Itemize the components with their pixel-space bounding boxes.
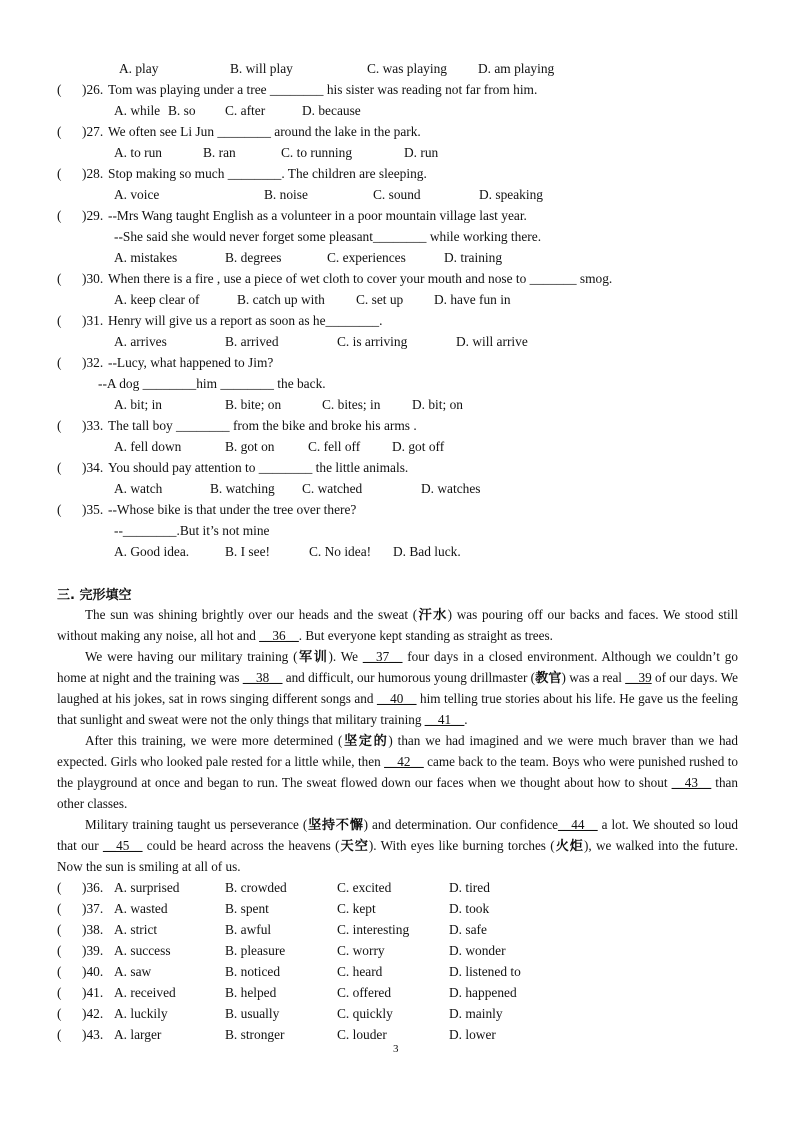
- question-number: )28.: [82, 166, 104, 181]
- q25-option-b: B. will play: [230, 61, 293, 76]
- question-number: )27.: [82, 124, 104, 139]
- option-d: D. speaking: [479, 187, 543, 202]
- question-stem: --Whose bike is that under the tree over there?: [108, 502, 357, 517]
- blank-41: __41__: [424, 712, 465, 727]
- option-a: A. mistakes: [114, 250, 178, 265]
- q25-option-d: D. am playing: [478, 61, 555, 76]
- blank-43: __43__: [671, 775, 712, 790]
- question-stem-reply: --A dog ________him ________ the back.: [98, 376, 326, 391]
- question-number: )29.: [82, 208, 104, 223]
- option-d: D. Bad luck.: [393, 544, 461, 559]
- question-number: )31.: [82, 313, 104, 328]
- section-heading-cloze: 三. 完形填空: [57, 588, 132, 603]
- blank-44: __44__: [558, 817, 598, 832]
- option-a: A. watch: [114, 481, 163, 496]
- option-a: A. keep clear of: [114, 292, 200, 307]
- answer-bracket: (: [57, 355, 62, 370]
- question-stem-reply: --________.But it’s not mine: [114, 523, 270, 538]
- answer-bracket: (: [57, 166, 62, 181]
- blank-37: __37__: [362, 649, 403, 664]
- page-number: 3: [393, 1043, 399, 1055]
- blank-38: __38__: [242, 670, 283, 685]
- option-d: D. have fun in: [434, 292, 511, 307]
- option-c: C. after: [225, 103, 266, 118]
- option-b: B. ran: [203, 145, 236, 160]
- option-a: A. while: [114, 103, 161, 118]
- option-a: A. bit; in: [114, 397, 162, 412]
- question-stem: Tom was playing under a tree ________ his sister was reading not far from him.: [108, 82, 538, 97]
- option-d: D. bit; on: [412, 397, 463, 412]
- option-d: D. will arrive: [456, 334, 528, 349]
- question-number: )35.: [82, 502, 104, 517]
- question-stem: When there is a fire , use a piece of wet cloth to cover your mouth and nose to _______ smog.: [108, 271, 613, 286]
- option-a: A. fell down: [114, 439, 182, 454]
- option-b: B. catch up with: [237, 292, 325, 307]
- question-stem-reply: --She said she would never forget some pleasant________ while working there.: [114, 229, 542, 244]
- option-c: C. bites; in: [322, 397, 381, 412]
- option-c: C. set up: [356, 292, 404, 307]
- option-a: A. voice: [114, 187, 160, 202]
- option-a: A. arrives: [114, 334, 167, 349]
- option-b: B. got on: [225, 439, 275, 454]
- question-stem: The tall boy ________ from the bike and broke his arms .: [108, 418, 417, 433]
- question-number: )32.: [82, 355, 104, 370]
- passage-paragraph-1: The sun was shining brightly over our heads and the sweat (汗水) was pouring off our backs and faces. We stood still without making any noise, all hot and __36__. But everyone kept standing as straight as trees.: [57, 607, 739, 643]
- question-stem: Stop making so much ________. The children are sleeping.: [108, 166, 427, 181]
- passage-paragraph-2: We were having our military training (军训). We __37__ four days in a closed environment. Although we couldn’t go home at night and the training was __38__ and difficult, our humorous young drillmaster (教官) was a real __39 of our days. We laughed at his jokes, sat in rows singing different songs and __40__ him telling true stories about his life. He gave us the feeling that sunlight and sweat were not the only things that military training __41__.: [57, 649, 738, 727]
- question-number: )33.: [82, 418, 104, 433]
- option-d: D. watches: [421, 481, 481, 496]
- passage-paragraph-4: Military training taught us perseverance (坚持不懈) and determination. Our confidence__44__ a lot. We shouted so loud that our __45__ could be heard across the heavens (天空). With eyes like burning torches (火炬), we walked into the future. Now the sun is smiling at all of us.: [57, 817, 738, 874]
- option-c: C. watched: [302, 481, 363, 496]
- option-b: B. watching: [210, 481, 275, 496]
- blank-39: __39: [625, 670, 652, 685]
- question-stem: Henry will give us a report as soon as he________.: [108, 313, 383, 328]
- option-b: B. I see!: [225, 544, 270, 559]
- option-b: B. arrived: [225, 334, 279, 349]
- passage-paragraph-3: After this training, we were more determined (坚定的) than we had imagined and we were much braver than we had expected. Girls who looked pale rested for a little while, then __42__ came back to the team. Boys who were punished rushed to the playground at once and began to run. The sweat flowed down our faces when we thought about how to shout __43__ than other classes.: [57, 733, 738, 811]
- option-b: B. bite; on: [225, 397, 282, 412]
- option-a: A. to run: [114, 145, 162, 160]
- option-d: D. run: [404, 145, 439, 160]
- exam-page: A. play B. will play C. was playing D. am playing ( )26. Tom was playing under a tree ________ his sister was reading not far from him. A. while B. so C. after D. because ( )27. We often see Li Jun ________ around the lake in the park. A. to run B. ran C. to running D. run ( )28. Stop making so much ________. The children are sleeping. A. voice B. noise C. sound D. speaking ( )29. --Mrs Wang taught English as a volunteer in a poor mountain village last year. --She said she would never forget some pleasant________ while working there. A. mistakes B. degrees C. experiences D. training ( )30. When there is a fire , use a piece of wet cloth to cover your mouth and nose to _______ smog. A. keep clear of B. catch up with C. set up D. have fun in ( )31. Henry will give us a report as soon as he________. A. arrives B. arrived C. is arriving D. will arrive ( )32. --Lucy, what happened to Jim? --A dog ________him ________ the back. A. bit; in B. bite; on C. bites; in D. bit; on ( )33. The tall boy ________ from the bike and broke his arms . A. fell down B. got on C. fell off D. got off ( )34. You should pay attention to ________ the little animals. A. watch B. watching C. watched D. watches ( )35. --Whose bike is that under the tree over there? --________.But it’s not mine A. Good idea. B. I see! C. No idea! D. Bad luck. 三. 完形填空 The sun was shining brightly over our heads and the sweat (汗水) was pouring off our backs and faces. We stood still without making any noise, all hot and __36__. But everyone kept standing as straight as trees. We were having our military training (军训). We __37__ four days in a closed environment. Although we couldn’t go home at night and the training was __38__ and difficult, our humorous young drillmaster (教官) was a real __39 of our days. We laughed at his jokes, sat in rows singing different songs and __40__ him telling true stories about his life. He gave us the feeling that sunlight and sweat were not the only things that military training __41__. After this training, we were more determined (坚定的) than we had imagined and we were much braver than we had expected. Girls who looked pale rested for a little while, then __42__ came back to the team. Boys who were punished rushed to the playground at once and began to run. The sweat flowed down our faces when we thought about how to shout __43__ than other classes. Military training taught us perseverance (坚持不懈) and determination. Our confidence__44__ a lot. We shouted so loud that our __45__ could be heard across the heavens (天空). With eyes like burning torches (火炬), we walked into the future. Now the sun is smiling at all of us. ( )36. A. surprised B. crowded C. excited D. tired ( )37. A. wasted B. spent C. kept D. took ( )38. A. strict B. awful C. interesting D. safe ( )39. A. success B. pleasure C. worry D. wonder ( )40. A. saw B. noticed C. heard D. listened to ( )41. A. received B. helped C. offered D. happened ( )42. A. luckily B. usually C. quickly D. mainly ( )43. A. larger B. stronger C. louder D. lower 3: [57, 61, 739, 1055]
- blank-36: __36__: [259, 628, 299, 643]
- answer-bracket: (: [57, 208, 62, 223]
- question-stem: We often see Li Jun ________ around the lake in the park.: [108, 124, 421, 139]
- question-number: )30.: [82, 271, 104, 286]
- option-d: D. training: [444, 250, 503, 265]
- blank-42: __42__: [384, 754, 424, 769]
- q25-option-a: A. play: [119, 61, 159, 76]
- answer-bracket: (: [57, 460, 62, 475]
- answer-bracket: (: [57, 271, 62, 286]
- cloze-passage: [57, 604, 738, 877]
- question-number: )26.: [82, 82, 104, 97]
- option-d: D. got off: [392, 439, 445, 454]
- blank-40: __40__: [376, 691, 417, 706]
- question-stem: You should pay attention to ________ the little animals.: [108, 460, 409, 475]
- option-c: C. is arriving: [337, 334, 408, 349]
- option-c: C. No idea!: [309, 544, 372, 559]
- answer-bracket: (: [57, 82, 62, 97]
- blank-45: __45__: [102, 838, 143, 853]
- answer-bracket: (: [57, 313, 62, 328]
- option-b: B. so: [168, 103, 196, 118]
- option-b: B. noise: [264, 187, 308, 202]
- option-c: C. fell off: [308, 439, 361, 454]
- option-c: C. to running: [281, 145, 353, 160]
- option-d: D. because: [302, 103, 361, 118]
- answer-bracket: (: [57, 124, 62, 139]
- option-a: A. Good idea.: [114, 544, 190, 559]
- q25-option-c: C. was playing: [367, 61, 447, 76]
- question-number: )34.: [82, 460, 104, 475]
- answer-bracket: (: [57, 418, 62, 433]
- option-c: C. experiences: [327, 250, 406, 265]
- option-c: C. sound: [373, 187, 421, 202]
- answer-bracket: (: [57, 502, 62, 517]
- question-stem: --Lucy, what happened to Jim?: [108, 355, 274, 370]
- question-stem: --Mrs Wang taught English as a volunteer in a poor mountain village last year.: [108, 208, 527, 223]
- option-b: B. degrees: [225, 250, 282, 265]
